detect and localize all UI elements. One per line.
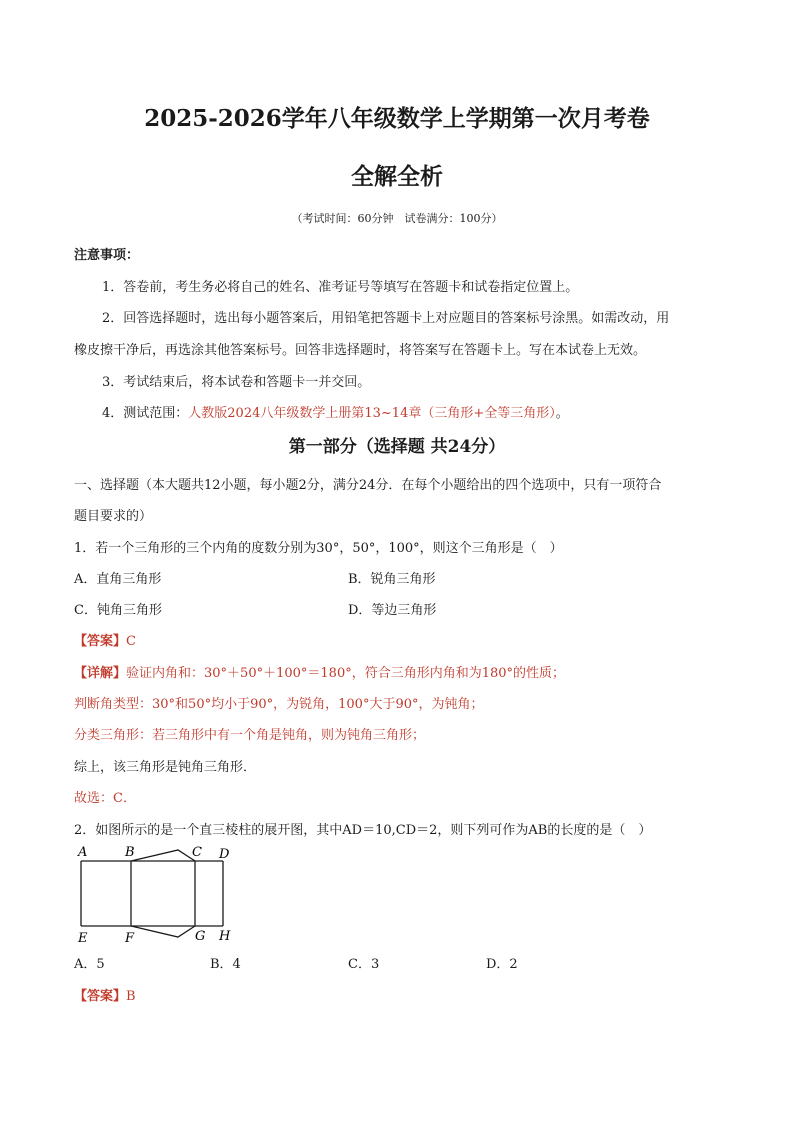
q1-detail-1-text: 验证内角和：30°＋50°＋100°＝180°，符合三角形内角和为180°的性质； <box>126 666 566 681</box>
q1-answer-label: 【答案】 <box>74 634 127 649</box>
q1-detail-2: 判断角类型：30°和50°均小于90°，为锐角，100°大于90°，为钝角； <box>74 697 484 712</box>
notice-title: 注意事项： <box>74 248 140 263</box>
notice-item-1: 1．答卷前，考生务必将自己的姓名、准考证号等填写在答题卡和试卷指定位置上。 <box>102 280 579 295</box>
q2-option-c: C．3 <box>348 957 380 972</box>
section-intro-line1: 一、选择题（本大题共12小题，每小题2分，满分24分．在每个小题给出的四个选项中，只有一项符合 <box>74 478 662 493</box>
page-title: 2025-2026学年八年级数学上学期第一次月考卷 <box>144 105 650 132</box>
q2-stem: 2．如图所示的是一个直三棱柱的展开图，其中AD＝10,CD＝2，则下列可作为AB的长度的是（ ） <box>74 823 652 838</box>
section-title: 第一部分（选择题 共24分） <box>288 437 506 457</box>
notice-item-2-cont: 橡皮擦干净后，再选涂其他答案标号。回答非选择题时，将答案写在答题卡上。写在本试卷上无效。 <box>74 343 647 358</box>
label-d: D <box>219 847 230 862</box>
label-a: A <box>78 845 88 860</box>
q1-detail-5: 故选：C． <box>74 791 136 806</box>
q1-option-b: B．锐角三角形 <box>348 572 436 587</box>
q1-option-d: D．等边三角形 <box>348 603 437 618</box>
q1-detail-1 <box>74 662 565 681</box>
notice-item-4 <box>102 402 569 421</box>
q2-option-b: B．4 <box>210 957 241 972</box>
q1-detail-label: 【详解】 <box>74 666 127 681</box>
q2-answer-value: B <box>126 989 136 1004</box>
notice-item-3: 3．考试结束后，将本试卷和答题卡一并交回。 <box>102 375 371 390</box>
label-f: F <box>125 931 135 946</box>
q1-answer <box>74 630 136 649</box>
page-subtitle: 全解全析 <box>351 163 443 190</box>
label-b: B <box>125 845 135 860</box>
label-c: C <box>192 845 202 860</box>
q1-option-c: C．钝角三角形 <box>74 603 162 618</box>
q2-answer <box>74 985 136 1004</box>
q1-option-a: A．直角三角形 <box>74 572 162 587</box>
notice-item-4-prefix: 4．测试范围： <box>102 406 189 421</box>
q2-answer-label: 【答案】 <box>74 989 127 1004</box>
test-range: 人教版2024八年级数学上册第13~14章（三角形+全等三角形） <box>188 406 556 421</box>
label-g: G <box>195 929 206 944</box>
bottom-triangle <box>131 926 195 937</box>
notice-item-2: 2．回答选择题时，选出每小题答案后，用铅笔把答题卡上对应题目的答案标号涂黑。如需改动，用 <box>102 311 670 326</box>
label-h: H <box>219 929 231 944</box>
q1-answer-value: C <box>126 634 136 649</box>
q2-option-a: A．5 <box>74 957 105 972</box>
q1-detail-3: 分类三角形：若三角形中有一个角是钝角，则为钝角三角形； <box>74 728 426 743</box>
q1-stem: 1．若一个三角形的三个内角的度数分别为30°，50°，100°，则这个三角形是（ ） <box>74 541 563 556</box>
section-intro-line2: 题目要求的） <box>74 509 153 524</box>
top-triangle <box>131 850 195 861</box>
label-e: E <box>78 931 88 946</box>
prism-net-figure <box>74 842 244 948</box>
exam-info: （考试时间：60分钟 试卷满分：100分） <box>291 212 503 225</box>
q1-detail-4: 综上，该三角形是钝角三角形． <box>74 760 257 775</box>
notice-item-4-suffix: 。 <box>555 406 569 421</box>
q2-option-d: D．2 <box>486 957 518 972</box>
